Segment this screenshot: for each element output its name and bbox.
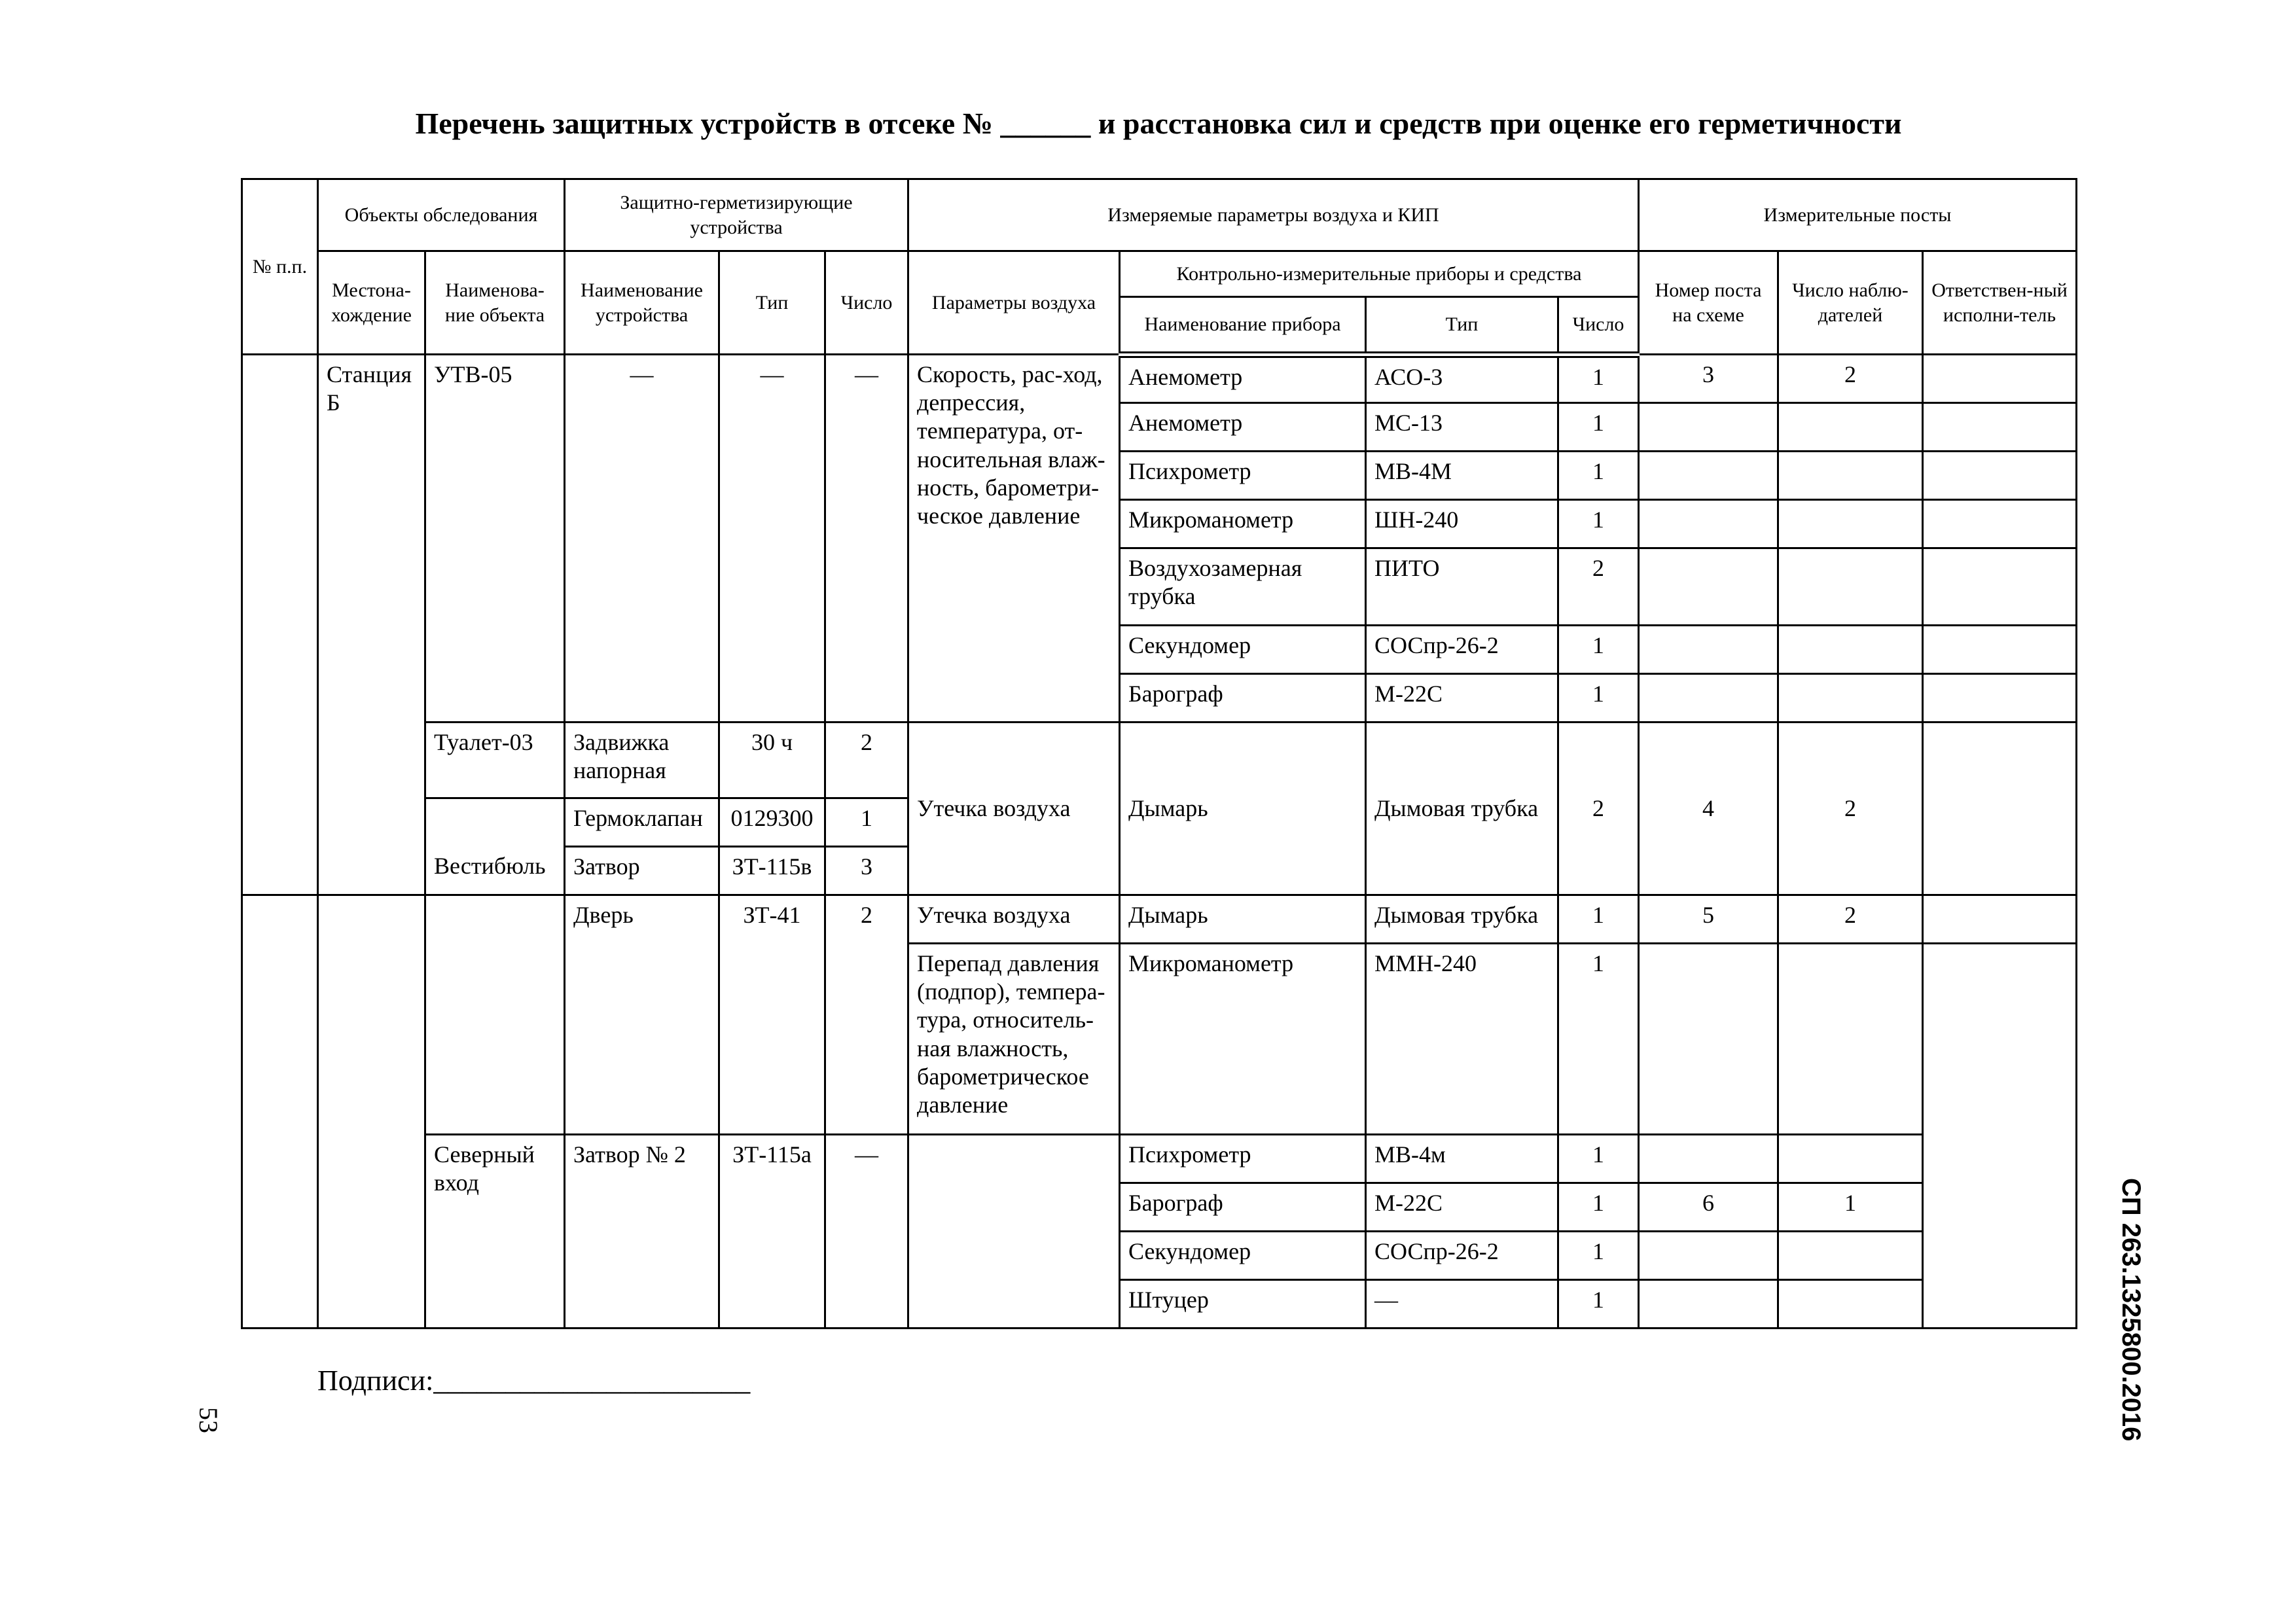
header-row-2 [242,251,2077,297]
instrument-count-cell: 1 [1558,1232,1639,1280]
observers-cell [1778,944,1923,1135]
instrument-type-cell: АСО-3 [1366,355,1558,403]
post-number-cell [1639,548,1778,626]
header-post-number: Номер поста на схеме [1639,251,1778,355]
device-count-cell: — [825,1135,908,1329]
instrument-count-cell: 1 [1558,355,1639,403]
post-number-cell [1639,626,1778,674]
location-cell: Станция Б [318,355,425,895]
observers-cell [1778,626,1923,674]
instrument-count-cell: 1 [1558,626,1639,674]
instrument-type-cell: М-22С [1366,1183,1558,1232]
device-name-cell: Гермоклапан [565,798,719,847]
instrument-name-cell: Анемометр [1120,355,1366,403]
header-air-params: Параметры воздуха [908,251,1120,355]
device-type-cell: ЗТ-115а [719,1135,825,1329]
instrument-type-cell: — [1366,1280,1558,1329]
header-object-name: Наименова-ние объекта [425,251,565,355]
header-observers: Число наблю-дателей [1778,251,1923,355]
observers-cell [1778,500,1923,548]
instrument-name-cell: Барограф [1120,1183,1366,1232]
post-number-cell [1639,944,1778,1135]
responsible-cell [1923,626,2077,674]
device-name-cell: Затвор [565,847,719,895]
row-num-cell [242,355,318,895]
post-number-cell [1639,403,1778,452]
observers-cell [1778,674,1923,722]
instrument-count-cell: 1 [1558,500,1639,548]
post-number-cell: 3 [1639,355,1778,403]
device-type-cell: — [719,355,825,722]
responsible-cell [1923,500,2077,548]
observers-cell [1778,1232,1923,1280]
table-row [242,355,2077,403]
header-instrument-count: Число [1558,297,1639,355]
post-number-cell [1639,452,1778,500]
air-params-cell: Утечка воздуха [908,895,1120,944]
observers-cell [1778,1280,1923,1329]
instrument-name-cell: Микроманометр [1120,500,1366,548]
object-cell [425,895,565,1135]
device-count-cell: 3 [825,847,908,895]
instrument-count-cell: 2 [1558,548,1639,626]
document-title: Перечень защитных устройств в отсеке № ______ и расстановка сил и средств при оценке его герметичности [415,107,1902,140]
responsible-cell [1923,548,2077,626]
header-instruments: Контрольно-измерительные приборы и средства [1120,251,1639,297]
device-count-cell: 1 [825,798,908,847]
device-type-cell: 30 ч [719,722,825,798]
responsible-cell [1923,403,2077,452]
air-params-cell: Перепад давления (подпор), темпера-тура, относитель-ная влажность, барометрическое давление [908,944,1120,1135]
instrument-type-cell: Дымовая трубка [1366,895,1558,944]
responsible-cell [1923,674,2077,722]
instrument-name-cell: Психрометр [1120,1135,1366,1183]
object-cell: Туалет-03 [425,722,565,798]
header-instrument-name: Наименование прибора [1120,297,1366,355]
observers-cell: 1 [1778,1183,1923,1232]
table-row [242,895,2077,944]
header-objects: Объекты обследования [318,179,565,251]
post-number-cell: 5 [1639,895,1778,944]
row-num-cell [242,895,318,1329]
device-type-cell: ЗТ-41 [719,895,825,1135]
device-name-cell: Задвижка напорная [565,722,719,798]
instrument-type-cell: СОСпр-26-2 [1366,1232,1558,1280]
instrument-count-cell: 1 [1558,1183,1639,1232]
header-params: Измеряемые параметры воздуха и КИП [908,179,1639,251]
object-cell: Северный вход [425,1135,565,1329]
header-location: Местона-хождение [318,251,425,355]
post-number-cell [1639,1135,1778,1183]
instrument-count-cell: 2 [1558,722,1639,895]
header-device-name: Наименование устройства [565,251,719,355]
instrument-name-cell: Анемометр [1120,403,1366,452]
instrument-count-cell: 1 [1558,452,1639,500]
table-row [242,1135,2077,1183]
instrument-name-cell: Микроманометр [1120,944,1366,1135]
air-params-cell [908,1135,1120,1329]
instrument-name-cell: Психрометр [1120,452,1366,500]
device-name-cell: Дверь [565,895,719,1135]
location-cell [318,895,425,1329]
device-count-cell: 2 [825,722,908,798]
instrument-type-cell: МВ-4М [1366,452,1558,500]
header-num: № п.п. [242,179,318,355]
post-number-cell [1639,1232,1778,1280]
post-number-cell [1639,674,1778,722]
header-posts: Измерительные посты [1639,179,2077,251]
responsible-cell [1923,895,2077,944]
instrument-type-cell: ПИТО [1366,548,1558,626]
header-instrument-type: Тип [1366,297,1558,355]
object-cell: УТВ-05 [425,355,565,722]
device-count-cell: — [825,355,908,722]
responsible-cell [1923,355,2077,403]
instrument-type-cell: МВ-4м [1366,1135,1558,1183]
header-devices: Защитно-герметизирующие устройства [565,179,908,251]
instrument-count-cell: 1 [1558,1280,1639,1329]
header-responsible: Ответствен-ный исполни-тель [1923,251,2077,355]
object-cell: Вестибюль [425,847,565,895]
observers-cell [1778,452,1923,500]
instrument-name-cell: Барограф [1120,674,1366,722]
air-params-cell: Утечка воздуха [908,722,1120,895]
instrument-name-cell: Секундомер [1120,626,1366,674]
instrument-name-cell: Воздухозамерная трубка [1120,548,1366,626]
responsible-cell [1923,944,2077,1329]
instrument-type-cell: СОСпр-26-2 [1366,626,1558,674]
protective-devices-table [241,178,2077,1329]
instrument-count-cell: 1 [1558,1135,1639,1183]
instrument-type-cell: ММН-240 [1366,944,1558,1135]
device-type-cell: 0129300 [719,798,825,847]
table-row [242,722,2077,798]
instrument-name-cell: Штуцер [1120,1280,1366,1329]
instrument-type-cell: МС-13 [1366,403,1558,452]
page-number: 53 [194,1407,223,1433]
instrument-name-cell: Дымарь [1120,722,1366,895]
instrument-count-cell: 1 [1558,944,1639,1135]
instrument-count-cell: 1 [1558,674,1639,722]
post-number-cell: 6 [1639,1183,1778,1232]
object-cell [425,798,565,847]
device-name-cell: — [565,355,719,722]
observers-cell [1778,548,1923,626]
post-number-cell: 4 [1639,722,1778,895]
responsible-cell [1923,722,2077,895]
header-device-type: Тип [719,251,825,355]
post-number-cell [1639,500,1778,548]
instrument-type-cell: М-22С [1366,674,1558,722]
device-name-cell: Затвор № 2 [565,1135,719,1329]
device-type-cell: ЗТ-115в [719,847,825,895]
signatures-line: Подписи:______________________ [317,1364,751,1397]
observers-cell: 2 [1778,895,1923,944]
observers-cell [1778,1135,1923,1183]
post-number-cell [1639,1280,1778,1329]
instrument-count-cell: 1 [1558,403,1639,452]
header-row-1 [242,179,2077,251]
instrument-count-cell: 1 [1558,895,1639,944]
device-count-cell: 2 [825,895,908,1135]
instrument-type-cell: ШН-240 [1366,500,1558,548]
instrument-name-cell: Дымарь [1120,895,1366,944]
air-params-cell: Скорость, рас-ход, депрессия, температура, от-носительная влаж-ность, барометри-ческое давление [908,355,1120,722]
instrument-name-cell: Секундомер [1120,1232,1366,1280]
document-code: СП 263.1325800.2016 [2117,1178,2145,1442]
instrument-type-cell: Дымовая трубка [1366,722,1558,895]
observers-cell: 2 [1778,722,1923,895]
observers-cell: 2 [1778,355,1923,403]
header-device-count: Число [825,251,908,355]
observers-cell [1778,403,1923,452]
responsible-cell [1923,452,2077,500]
